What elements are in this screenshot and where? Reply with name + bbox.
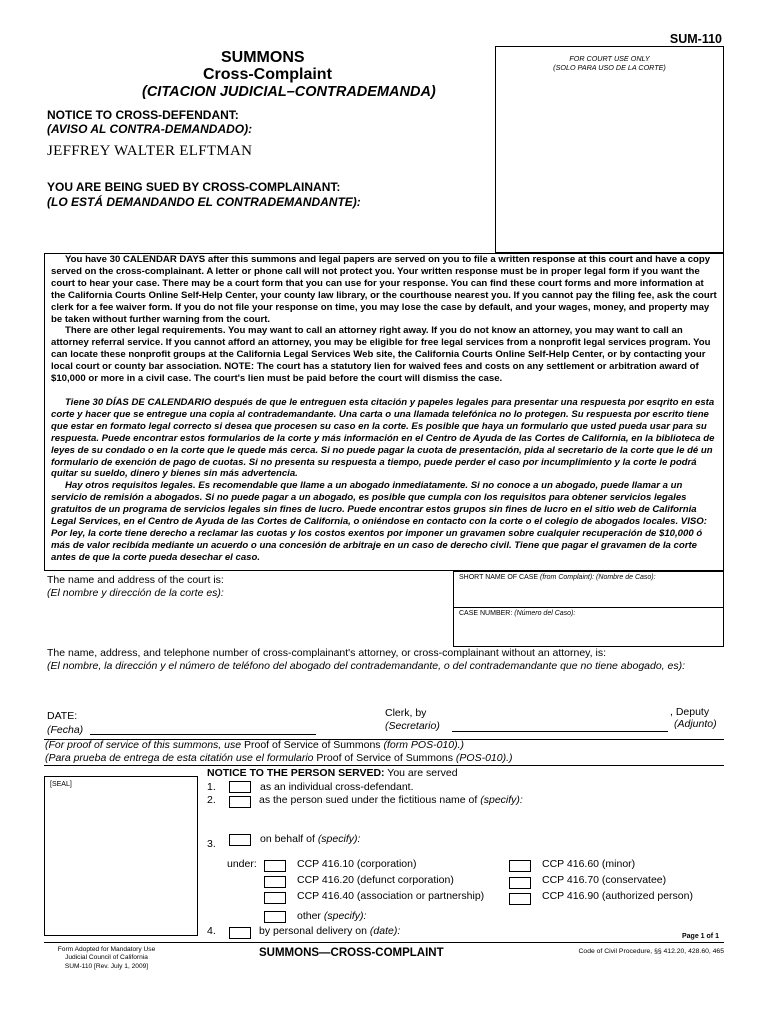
ccp-41660-label: CCP 416.60 (minor): [542, 858, 636, 870]
case-number-label-paren: (Número del Caso):: [514, 610, 576, 617]
date-line[interactable]: [90, 734, 316, 735]
ccp-41670-label: CCP 416.70 (conservatee): [542, 874, 667, 886]
subtitle-spanish: (CITACION JUDICIAL–CONTRADEMANDA): [142, 84, 436, 100]
ccp-41610-checkbox[interactable]: [264, 860, 286, 872]
attorney-label-es: (El nombre, la dirección y el número de teléfono del abogado del contrademandante, o del contrademandante que no tiene abogado, es):: [47, 660, 686, 672]
clerk-line[interactable]: [452, 731, 668, 732]
notice-spanish: [51, 397, 719, 564]
served-title: NOTICE TO THE PERSON SERVED: You are served: [207, 767, 458, 779]
cross-defendant-name[interactable]: JEFFREY WALTER ELFTMAN: [47, 143, 253, 159]
sued-by-label: YOU ARE BEING SUED BY CROSS-COMPLAINANT:: [47, 180, 341, 194]
seal-label: [SEAL]: [50, 781, 72, 788]
ccp-41620-label: CCP 416.20 (defunct corporation): [297, 874, 454, 886]
notice-box: [44, 253, 724, 571]
short-name-label: SHORT NAME OF CASE: [459, 574, 539, 581]
date-label: DATE:: [47, 710, 78, 722]
footer-title: SUMMONS—CROSS-COMPLAINT: [259, 947, 444, 959]
court-address-label: The name and address of the court is:: [47, 574, 224, 586]
notice-es-p1: Tiene 30 DÍAS DE CALENDARIO después de que le entreguen esta citación y papeles legales para presentar una respuesta por esqrito en esta corte y hacer que se entregue una copia al contrademandante. Una carta o una llamada telefónica no lo protegen. Su respuesta por escrito tiene que estar en formato legal correcto si desea que procesen su caso en la corte. Es posible que haya un formulario que usted pueda usar para su respuesta. Puede encontrar estos formularios de la corte y más información en el Centro de Ayuda de las Cortes de California, en la biblioteca de leyes de su condado o en la corte que le quede más cerca. Si no puede pagar la cuota de presentación, pida al secretario de la corte que le dé un formulario de exención de pago de cuotas. Si no presenta su respuesta a tiempo, puede perder el caso por incumplimiento y la corte le podrá quitar su sueldo, dinero y bienes sin más advertencia.: [51, 396, 715, 480]
item3-label: on behalf of (specify):: [260, 833, 361, 845]
item2-checkbox[interactable]: [229, 796, 251, 808]
item3-num: 3.: [207, 838, 216, 850]
notice-to-label: NOTICE TO CROSS-DEFENDANT:: [47, 108, 239, 122]
item1-checkbox[interactable]: [229, 781, 251, 793]
date-label-es: (Fecha): [47, 724, 84, 736]
sued-by-label-es: (LO ESTÁ DEMANDANDO EL CONTRADEMANDANTE):: [47, 195, 361, 209]
footer-code: Code of Civil Procedure, §§ 412.20, 428.60, 465: [578, 948, 724, 955]
ccp-41620-checkbox[interactable]: [264, 876, 286, 888]
attorney-label: The name, address, and telephone number of cross-complainant's attorney, or cross-complainant without an attorney, is:: [47, 647, 606, 659]
ccp-41640-checkbox[interactable]: [264, 892, 286, 904]
ccp-41670-checkbox[interactable]: [509, 877, 531, 889]
item1-label: as an individual cross-defendant.: [260, 781, 414, 793]
notice-en-p1: You have 30 CALENDAR DAYS after this summons and legal papers are served on you to file a written response at this court and have a copy served on the cross-complainant. A letter or phone call will not protect you. Your written response must be in proper legal form if you want the court to hear your case. There may be a court form that you can use for your response. You can find these court forms and more information at the California Courts Online Self-Help Center, your county law library, or the courthouse nearest you. If you cannot pay the filing fee, ask the court clerk for a fee waiver form. If you do not file your response on time, you may lose the case by default, and your wages, money, and property may be taken without further warning from the court.: [51, 254, 717, 325]
notice-en-p2: There are other legal requirements. You may want to call an attorney right away. If you do not know an attorney, you may want to call an attorney referral service. If you cannot afford an attorney, you may be eligible for free legal services from a nonprofit legal services program. You can locate these nonprofit groups at the California Legal Services Web site, the California Courts Online Self-Help Center, or by contacting your local court or county bar association. NOTE: The court has a statutory lien for waived fees and costs on any settlement or arbitration award of $10,000 or more in a civil case. The court's lien must be paid before the court will dismiss the case.: [51, 325, 711, 385]
case-number-label: CASE NUMBER:: [459, 610, 513, 617]
cross-complaint-subtitle: Cross-Complaint: [203, 66, 332, 83]
case-number-box[interactable]: [453, 607, 724, 647]
item4-checkbox[interactable]: [229, 927, 251, 939]
ccp-41690-checkbox[interactable]: [509, 893, 531, 905]
court-address-label-es: (El nombre y dirección de la corte es):: [47, 587, 224, 599]
item1-num: 1.: [207, 781, 216, 793]
notice-to-label-es: (AVISO AL CONTRA-DEMANDADO):: [47, 122, 253, 136]
short-name-box[interactable]: [453, 571, 724, 608]
court-use-label-es: (SOLO PARA USO DE LA CORTE): [553, 63, 666, 72]
other-checkbox[interactable]: [264, 911, 286, 923]
other-label: other (specify):: [297, 910, 367, 922]
footer-rule: [44, 942, 724, 943]
proof-spanish: (Para prueba de entrega de esta citatión use el formulario Proof of Service of Summons (POS-010).): [45, 752, 513, 764]
divider-2: [44, 765, 724, 766]
item2-num: 2.: [207, 794, 216, 806]
ccp-41660-checkbox[interactable]: [509, 860, 531, 872]
court-use-box[interactable]: [495, 46, 724, 253]
clerk-label: Clerk, by: [385, 707, 427, 719]
item3-checkbox[interactable]: [229, 834, 251, 846]
seal-box: [44, 776, 198, 936]
summons-title: SUMMONS: [221, 49, 305, 66]
short-name-label-paren: (from Complaint): (Nombre de Caso):: [540, 574, 656, 581]
footer-left: Form Adopted for Mandatory Use Judicial Council of California SUM-110 [Rev. July 1, 2009]: [57, 946, 156, 970]
form-id: SUM-110: [669, 32, 722, 46]
notice-es-p2: Hay otros requisitos legales. Es recomendable que llame a un abogado inmediatamente. Si no conoce a un abogado, puede llamar a un servicio de remisión a abogados. Si no puede pagar a un abogado, es posible que cumpla con los requisitos para obtener servicios legales gratuitos de un programa de servicios legales sin fines de lucro. Puede encontrar estos grupos sin fines de lucro en el sitio web de California Legal Services, en el Centro de Ayuda de las Cortes de California, o oniéndose en contacto con la corte o el colegio de abogados locales. VISO: Por ley, la corte tiene derecho a reclamar las cuotas y los costos exentos por imponer un gravamen sobre cualquier recuperación de $10,000 ó más de valor recibída mediante un acuerdo o una concesión de arbitraje en un caso de derecho civil. Tiene que pagar el gravamen de la corte antes de que la corte pueda desechar el caso.: [51, 480, 707, 563]
item4-label: by personal delivery on (date):: [259, 925, 401, 937]
page-number: Page 1 of 1: [682, 933, 719, 940]
deputy-label-es: (Adjunto): [674, 718, 717, 730]
item2-label: as the person sued under the fictitious name of (specify):: [259, 794, 523, 806]
ccp-41610-label: CCP 416.10 (corporation): [297, 858, 417, 870]
item4-num: 4.: [207, 925, 216, 937]
ccp-41690-label: CCP 416.90 (authorized person): [542, 890, 693, 902]
ccp-41640-label: CCP 416.40 (association or partnership): [297, 890, 485, 902]
court-use-label: FOR COURT USE ONLY: [569, 54, 650, 63]
proof-english: (For proof of service of this summons, use Proof of Service of Summons (form POS-010).): [45, 739, 464, 751]
deputy-label: , Deputy: [670, 706, 710, 718]
clerk-label-es: (Secretario): [385, 720, 440, 732]
under-label: under:: [227, 858, 257, 870]
notice-english: [51, 254, 719, 385]
